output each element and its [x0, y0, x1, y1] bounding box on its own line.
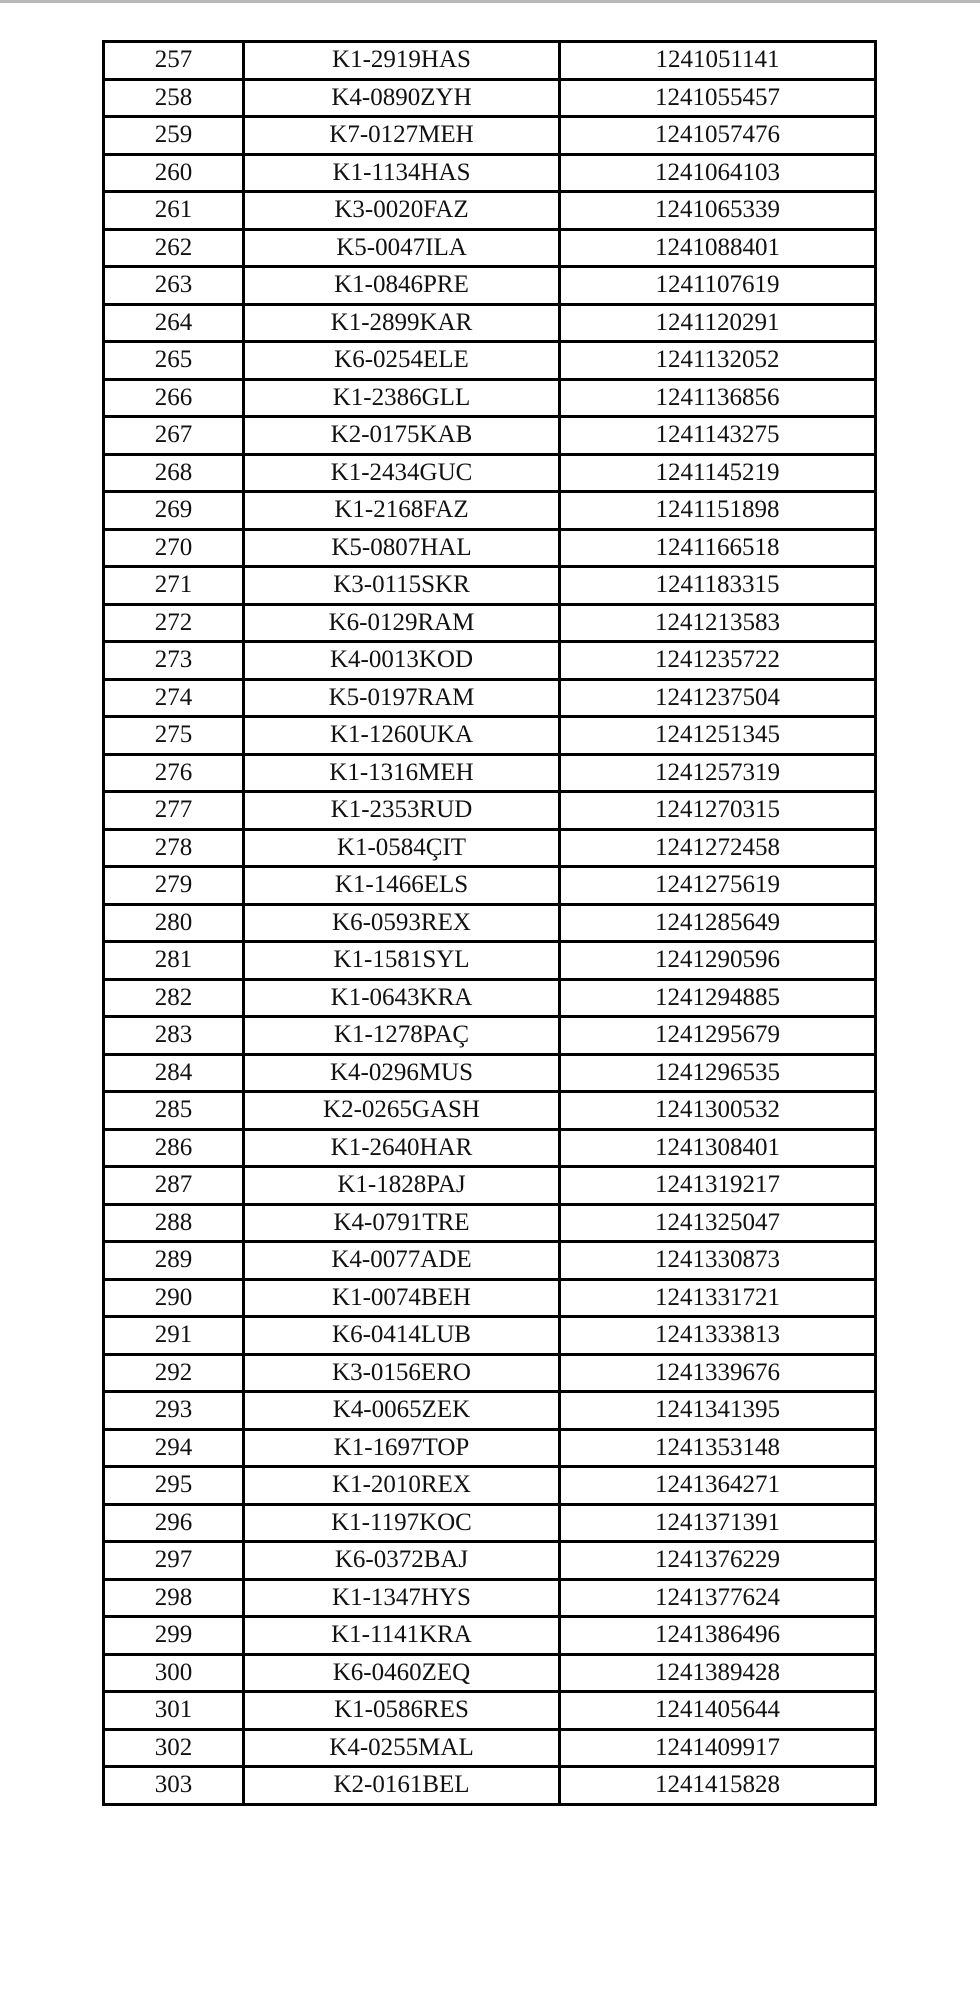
- code-cell: K1-2899KAR: [244, 304, 560, 342]
- table-row: [104, 1729, 876, 1767]
- row-number-cell: 288: [104, 1204, 244, 1242]
- row-number-cell: 273: [104, 642, 244, 680]
- table-row: [104, 1054, 876, 1092]
- row-number-cell: 261: [104, 192, 244, 230]
- id-number-cell: 1241353148: [560, 1429, 876, 1467]
- table-row: [104, 979, 876, 1017]
- table-row: [104, 679, 876, 717]
- row-number-cell: 266: [104, 379, 244, 417]
- table-row: [104, 642, 876, 680]
- code-cell: K2-0265GASH: [244, 1092, 560, 1130]
- code-cell: K6-0129RAM: [244, 604, 560, 642]
- row-number-cell: 260: [104, 154, 244, 192]
- code-cell: K1-1347HYS: [244, 1579, 560, 1617]
- table-row: [104, 1654, 876, 1692]
- table-row: [104, 1204, 876, 1242]
- code-cell: K5-0197RAM: [244, 679, 560, 717]
- id-number-cell: 1241300532: [560, 1092, 876, 1130]
- code-cell: K1-1278PAÇ: [244, 1017, 560, 1055]
- table-row: [104, 1617, 876, 1655]
- row-number-cell: 282: [104, 979, 244, 1017]
- code-cell: K2-0175KAB: [244, 417, 560, 455]
- id-number-cell: 1241405644: [560, 1692, 876, 1730]
- row-number-cell: 293: [104, 1392, 244, 1430]
- row-number-cell: 289: [104, 1242, 244, 1280]
- id-number-cell: 1241371391: [560, 1504, 876, 1542]
- id-number-cell: 1241331721: [560, 1279, 876, 1317]
- table-row: [104, 1542, 876, 1580]
- code-cell: K1-1697TOP: [244, 1429, 560, 1467]
- code-cell: K3-0115SKR: [244, 567, 560, 605]
- table-row: [104, 1317, 876, 1355]
- row-number-cell: 275: [104, 717, 244, 755]
- table-row: [104, 604, 876, 642]
- row-number-cell: 295: [104, 1467, 244, 1505]
- code-cell: K1-1828PAJ: [244, 1167, 560, 1205]
- id-number-cell: 1241237504: [560, 679, 876, 717]
- id-number-cell: 1241330873: [560, 1242, 876, 1280]
- table-row: [104, 229, 876, 267]
- code-cell: K1-1316MEH: [244, 754, 560, 792]
- id-number-cell: 1241213583: [560, 604, 876, 642]
- row-number-cell: 274: [104, 679, 244, 717]
- id-number-cell: 1241055457: [560, 79, 876, 117]
- row-number-cell: 284: [104, 1054, 244, 1092]
- table-row: [104, 342, 876, 380]
- code-cell: K2-0161BEL: [244, 1767, 560, 1805]
- row-number-cell: 290: [104, 1279, 244, 1317]
- table-row: [104, 154, 876, 192]
- code-cell: K1-1260UKA: [244, 717, 560, 755]
- table-row: [104, 942, 876, 980]
- code-cell: K7-0127MEH: [244, 117, 560, 155]
- code-cell: K1-1581SYL: [244, 942, 560, 980]
- id-number-cell: 1241151898: [560, 492, 876, 530]
- code-cell: K6-0414LUB: [244, 1317, 560, 1355]
- table-row: [104, 454, 876, 492]
- id-number-cell: 1241294885: [560, 979, 876, 1017]
- registry-table-body: [104, 42, 876, 1805]
- id-number-cell: 1241295679: [560, 1017, 876, 1055]
- id-number-cell: 1241319217: [560, 1167, 876, 1205]
- id-number-cell: 1241065339: [560, 192, 876, 230]
- table-row: [104, 417, 876, 455]
- id-number-cell: 1241270315: [560, 792, 876, 830]
- row-number-cell: 280: [104, 904, 244, 942]
- row-number-cell: 300: [104, 1654, 244, 1692]
- code-cell: K1-0643KRA: [244, 979, 560, 1017]
- table-row: [104, 379, 876, 417]
- row-number-cell: 303: [104, 1767, 244, 1805]
- row-number-cell: 268: [104, 454, 244, 492]
- code-cell: K1-1134HAS: [244, 154, 560, 192]
- code-cell: K1-2168FAZ: [244, 492, 560, 530]
- table-row: [104, 754, 876, 792]
- id-number-cell: 1241325047: [560, 1204, 876, 1242]
- id-number-cell: 1241120291: [560, 304, 876, 342]
- code-cell: K1-1141KRA: [244, 1617, 560, 1655]
- code-cell: K4-0791TRE: [244, 1204, 560, 1242]
- code-cell: K1-2640HAR: [244, 1129, 560, 1167]
- table-row: [104, 792, 876, 830]
- table-row: [104, 1242, 876, 1280]
- table-row: [104, 1579, 876, 1617]
- code-cell: K1-2386GLL: [244, 379, 560, 417]
- table-row: [104, 867, 876, 905]
- id-number-cell: 1241132052: [560, 342, 876, 380]
- table-row: [104, 79, 876, 117]
- id-number-cell: 1241235722: [560, 642, 876, 680]
- id-number-cell: 1241272458: [560, 829, 876, 867]
- id-number-cell: 1241339676: [560, 1354, 876, 1392]
- code-cell: K4-0255MAL: [244, 1729, 560, 1767]
- id-number-cell: 1241251345: [560, 717, 876, 755]
- code-cell: K1-2434GUC: [244, 454, 560, 492]
- row-number-cell: 277: [104, 792, 244, 830]
- id-number-cell: 1241285649: [560, 904, 876, 942]
- row-number-cell: 279: [104, 867, 244, 905]
- code-cell: K6-0254ELE: [244, 342, 560, 380]
- id-number-cell: 1241275619: [560, 867, 876, 905]
- row-number-cell: 285: [104, 1092, 244, 1130]
- id-number-cell: 1241088401: [560, 229, 876, 267]
- id-number-cell: 1241389428: [560, 1654, 876, 1692]
- row-number-cell: 272: [104, 604, 244, 642]
- id-number-cell: 1241415828: [560, 1767, 876, 1805]
- row-number-cell: 271: [104, 567, 244, 605]
- id-number-cell: 1241409917: [560, 1729, 876, 1767]
- table-row: [104, 192, 876, 230]
- row-number-cell: 270: [104, 529, 244, 567]
- table-row: [104, 904, 876, 942]
- code-cell: K4-0013KOD: [244, 642, 560, 680]
- id-number-cell: 1241143275: [560, 417, 876, 455]
- id-number-cell: 1241376229: [560, 1542, 876, 1580]
- code-cell: K1-2010REX: [244, 1467, 560, 1505]
- table-row: [104, 1429, 876, 1467]
- table-row: [104, 1129, 876, 1167]
- code-cell: K6-0372BAJ: [244, 1542, 560, 1580]
- table-row: [104, 1279, 876, 1317]
- code-cell: K1-0846PRE: [244, 267, 560, 305]
- code-cell: K4-0296MUS: [244, 1054, 560, 1092]
- table-row: [104, 492, 876, 530]
- table-row: [104, 1767, 876, 1805]
- id-number-cell: 1241057476: [560, 117, 876, 155]
- table-row: [104, 1167, 876, 1205]
- row-number-cell: 267: [104, 417, 244, 455]
- id-number-cell: 1241377624: [560, 1579, 876, 1617]
- row-number-cell: 298: [104, 1579, 244, 1617]
- id-number-cell: 1241386496: [560, 1617, 876, 1655]
- table-row: [104, 1692, 876, 1730]
- row-number-cell: 291: [104, 1317, 244, 1355]
- code-cell: K6-0460ZEQ: [244, 1654, 560, 1692]
- row-number-cell: 302: [104, 1729, 244, 1767]
- row-number-cell: 296: [104, 1504, 244, 1542]
- id-number-cell: 1241341395: [560, 1392, 876, 1430]
- row-number-cell: 286: [104, 1129, 244, 1167]
- row-number-cell: 265: [104, 342, 244, 380]
- table-row: [104, 1392, 876, 1430]
- row-number-cell: 262: [104, 229, 244, 267]
- code-cell: K1-2919HAS: [244, 42, 560, 80]
- code-cell: K3-0020FAZ: [244, 192, 560, 230]
- table-row: [104, 304, 876, 342]
- id-number-cell: 1241308401: [560, 1129, 876, 1167]
- table-row: [104, 1467, 876, 1505]
- table-row: [104, 117, 876, 155]
- code-cell: K5-0807HAL: [244, 529, 560, 567]
- code-cell: K4-0890ZYH: [244, 79, 560, 117]
- code-cell: K3-0156ERO: [244, 1354, 560, 1392]
- id-number-cell: 1241051141: [560, 42, 876, 80]
- row-number-cell: 292: [104, 1354, 244, 1392]
- table-row: [104, 717, 876, 755]
- code-cell: K1-1466ELS: [244, 867, 560, 905]
- row-number-cell: 283: [104, 1017, 244, 1055]
- row-number-cell: 258: [104, 79, 244, 117]
- id-number-cell: 1241064103: [560, 154, 876, 192]
- row-number-cell: 259: [104, 117, 244, 155]
- id-number-cell: 1241257319: [560, 754, 876, 792]
- registry-table: [102, 40, 877, 1806]
- table-row: [104, 529, 876, 567]
- code-cell: K1-0586RES: [244, 1692, 560, 1730]
- code-cell: K1-0584ÇIT: [244, 829, 560, 867]
- id-number-cell: 1241136856: [560, 379, 876, 417]
- row-number-cell: 294: [104, 1429, 244, 1467]
- id-number-cell: 1241290596: [560, 942, 876, 980]
- code-cell: K1-2353RUD: [244, 792, 560, 830]
- code-cell: K1-1197KOC: [244, 1504, 560, 1542]
- table-row: [104, 1504, 876, 1542]
- row-number-cell: 301: [104, 1692, 244, 1730]
- table-row: [104, 567, 876, 605]
- table-row: [104, 267, 876, 305]
- code-cell: K4-0077ADE: [244, 1242, 560, 1280]
- table-row: [104, 1092, 876, 1130]
- row-number-cell: 257: [104, 42, 244, 80]
- code-cell: K4-0065ZEK: [244, 1392, 560, 1430]
- row-number-cell: 278: [104, 829, 244, 867]
- table-row: [104, 1017, 876, 1055]
- id-number-cell: 1241183315: [560, 567, 876, 605]
- row-number-cell: 263: [104, 267, 244, 305]
- id-number-cell: 1241166518: [560, 529, 876, 567]
- id-number-cell: 1241333813: [560, 1317, 876, 1355]
- code-cell: K6-0593REX: [244, 904, 560, 942]
- id-number-cell: 1241145219: [560, 454, 876, 492]
- row-number-cell: 299: [104, 1617, 244, 1655]
- row-number-cell: 297: [104, 1542, 244, 1580]
- row-number-cell: 281: [104, 942, 244, 980]
- code-cell: K5-0047ILA: [244, 229, 560, 267]
- row-number-cell: 264: [104, 304, 244, 342]
- code-cell: K1-0074BEH: [244, 1279, 560, 1317]
- table-row: [104, 42, 876, 80]
- table-row: [104, 1354, 876, 1392]
- table-row: [104, 829, 876, 867]
- id-number-cell: 1241107619: [560, 267, 876, 305]
- id-number-cell: 1241364271: [560, 1467, 876, 1505]
- top-divider: [0, 0, 980, 3]
- row-number-cell: 276: [104, 754, 244, 792]
- id-number-cell: 1241296535: [560, 1054, 876, 1092]
- row-number-cell: 287: [104, 1167, 244, 1205]
- row-number-cell: 269: [104, 492, 244, 530]
